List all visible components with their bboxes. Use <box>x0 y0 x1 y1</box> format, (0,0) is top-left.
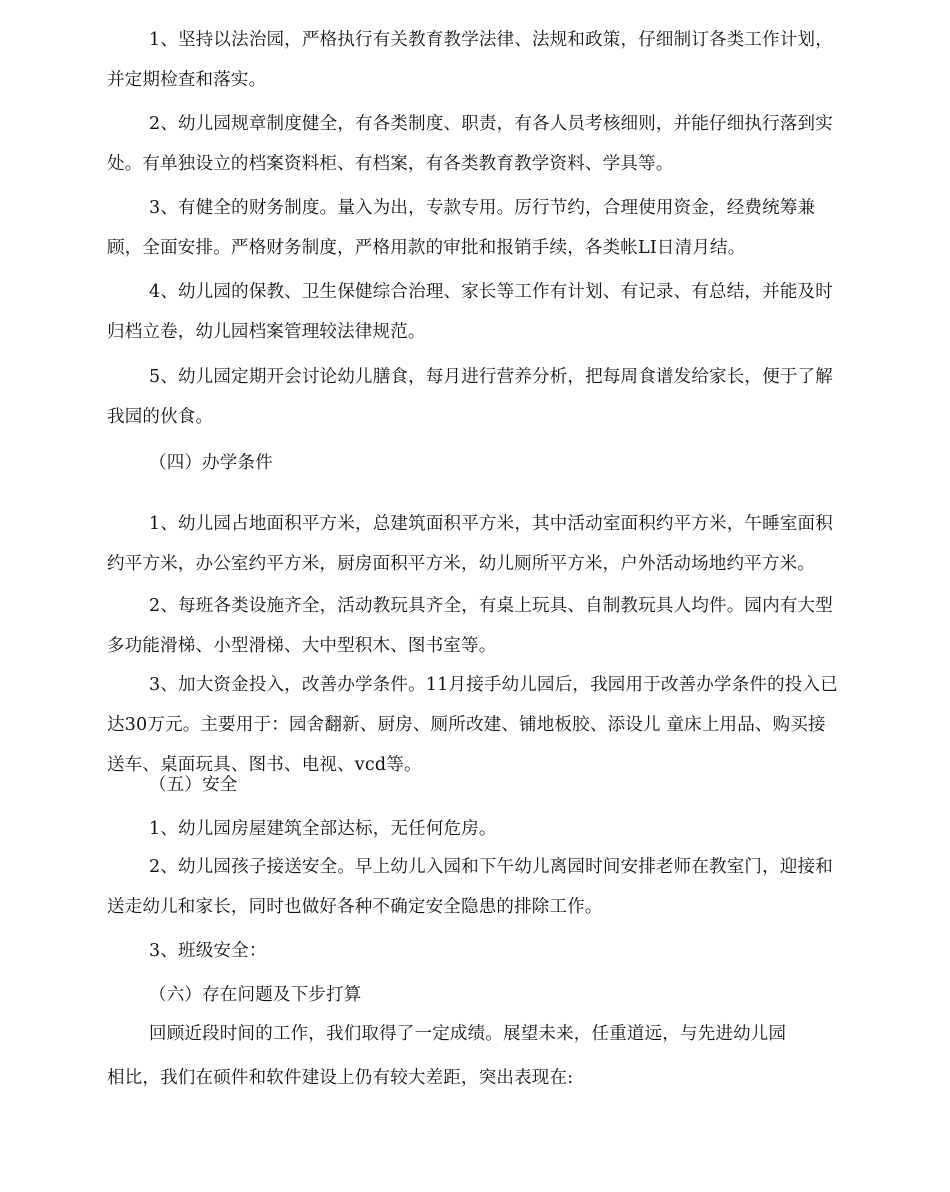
heading-line: （六）存在问题及下步打算 <box>149 985 362 1005</box>
text-line: 5、幼儿园定期开会讨论幼儿膳食，每月进行营养分析，把每周食谱发给家长，便于了解 <box>149 367 833 387</box>
text-line: 相比，我们在硕件和软件建设上仍有较大差距，突出表现在: <box>107 1068 574 1088</box>
text-line: 我园的伙食。 <box>107 407 214 427</box>
text-line: 处。有单独设立的档案资料柜、有档案，有各类教育教学资料、学具等。 <box>107 154 674 174</box>
heading-line: （五）安全 <box>149 775 238 795</box>
paragraph-9 <box>107 809 857 849</box>
text-line: 4、幼儿园的保教、卫生保健综合治理、家长等工作有计划、有记录、有总结，并能及时 <box>149 282 833 302</box>
text-line: 3、加大资金投入，改善办学条件。11月接手幼儿园后，我园用于改善办学条件的投入已 <box>149 675 838 695</box>
section-heading-problems <box>107 975 857 1015</box>
paragraph-5 <box>107 357 857 437</box>
text-line: 送走幼儿和家长，同时也做好各种不确定安全隐患的排除工作。 <box>107 897 603 917</box>
section-heading-conditions <box>107 443 857 483</box>
paragraph-12 <box>107 1014 857 1098</box>
paragraph-3 <box>107 188 857 268</box>
text-line: 3、有健全的财务制度。量入为出，专款专用。厉行节约，合理使用资金，经费统筹兼 <box>149 198 816 218</box>
text-line: 2、幼儿园孩子接送安全。早上幼儿入园和下午幼儿离园时间安排老师在教室门，迎接和 <box>149 857 833 877</box>
paragraph-11 <box>107 931 857 971</box>
paragraph-7 <box>107 586 857 666</box>
text-line: 达30万元。主要用于：园舍翻新、厨房、厕所改建、铺地板胶、添设儿 童床上用品、购买接 <box>107 715 826 735</box>
text-line: 1、幼儿园房屋建筑全部达标，无任何危房。 <box>149 819 497 839</box>
text-line: 并定期检查和落实。 <box>107 70 267 90</box>
paragraph-4 <box>107 272 857 352</box>
text-line: 送车、桌面玩具、图书、电视、vcd等。 <box>107 755 422 775</box>
text-line: 多功能滑梯、小型滑梯、大中型积木、图书室等。 <box>107 636 497 656</box>
section-heading-safety <box>107 765 857 805</box>
paragraph-2 <box>107 104 857 184</box>
text-line: 顾，全面安排。严格财务制度，严格用款的审批和报销手续，各类帐LI日清月结。 <box>107 238 746 258</box>
text-line: 1、幼儿园占地面积平方米，总建筑面积平方米，其中活动室面积约平方米，午睡室面积 <box>149 514 833 534</box>
text-line: 归档立卷，幼儿园档案管理较法律规范。 <box>107 322 426 342</box>
text-line: 2、每班各类设施齐全，活动教玩具齐全，有桌上玩具、自制教玩具人均件。园内有大型 <box>149 596 833 616</box>
text-line: 1、坚持以法治园，严格执行有关教育教学法律、法规和政策，仔细制订各类工作计划， <box>149 30 833 50</box>
paragraph-10 <box>107 847 857 927</box>
text-line: 回顾近段时间的工作，我们取得了一定成绩。展望未来，任重道远，与先进幼儿园 <box>149 1024 787 1044</box>
heading-line: （四）办学条件 <box>149 453 273 473</box>
paragraph-6 <box>107 504 857 584</box>
text-line: 2、幼儿园规章制度健全，有各类制度、职责，有各人员考核细则，并能仔细执行落到实 <box>149 114 833 134</box>
text-line: 3、班级安全： <box>149 941 267 961</box>
text-line: 约平方米，办公室约平方米，厨房面积平方米，幼儿厕所平方米，户外活动场地约平方米。 <box>107 554 815 574</box>
paragraph-1 <box>107 20 857 100</box>
